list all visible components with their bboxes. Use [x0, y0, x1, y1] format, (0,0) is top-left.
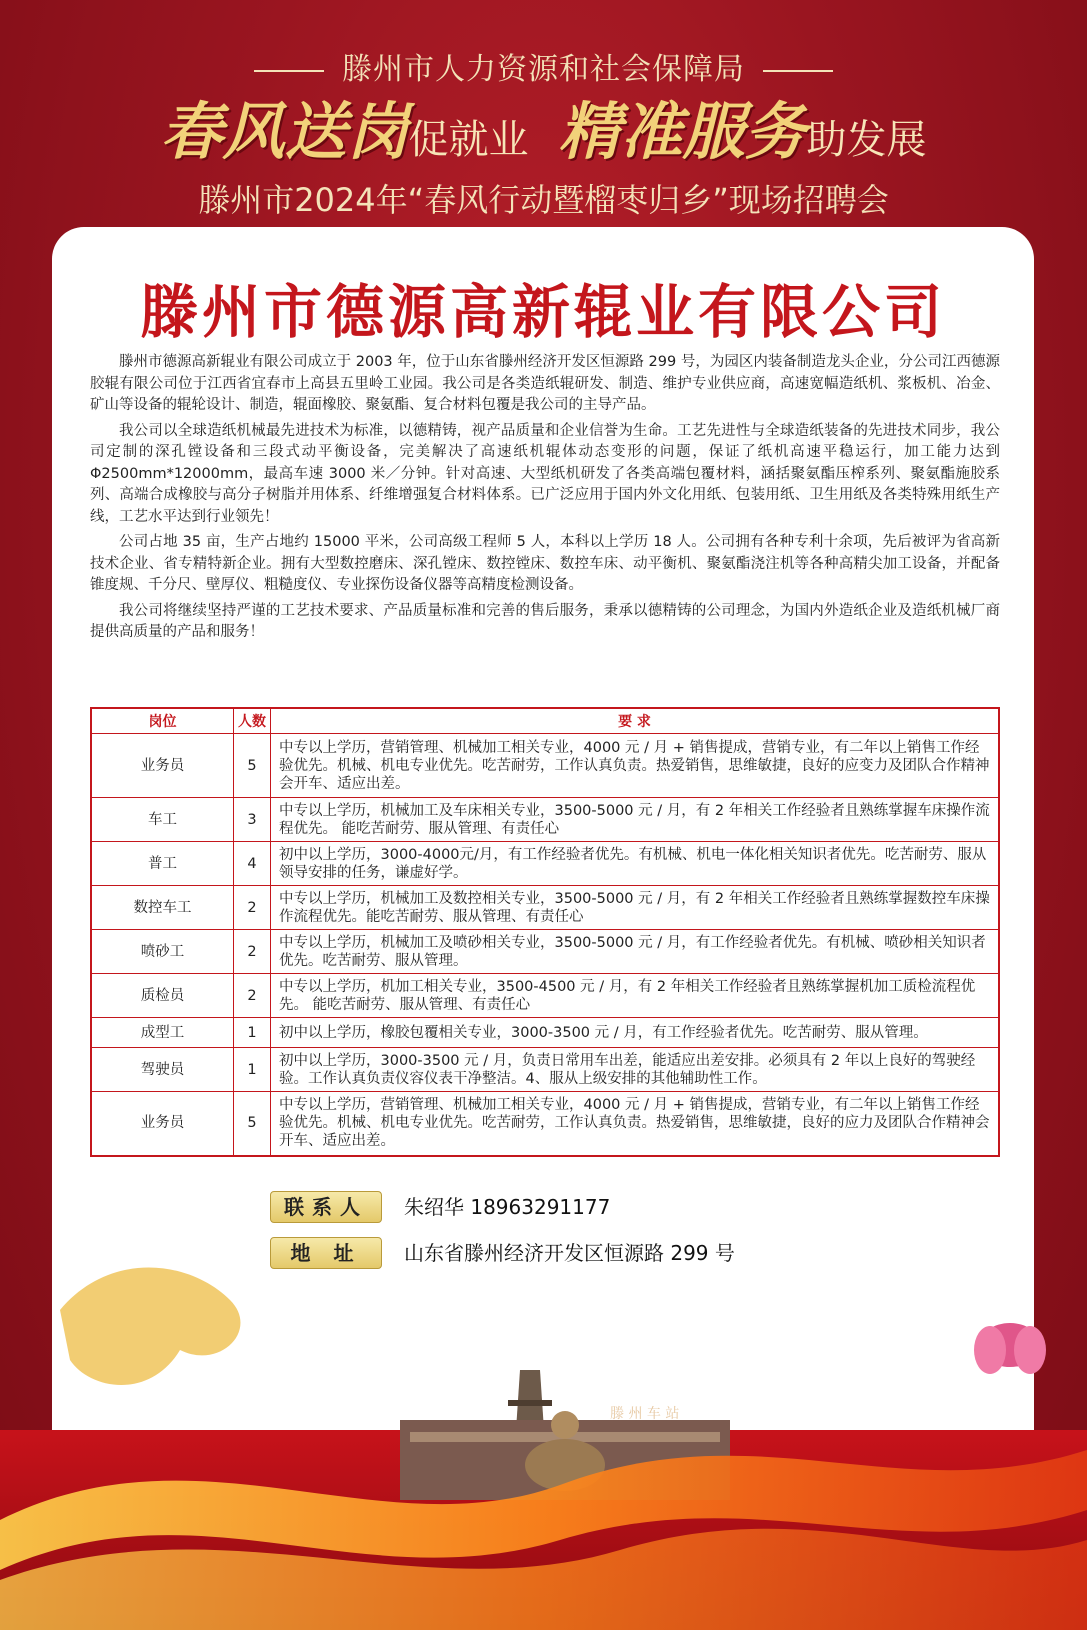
- row-position: 驾驶员: [91, 1048, 234, 1092]
- slogan-calligraphy-2: 精准服务: [558, 95, 807, 168]
- table-row: [91, 734, 999, 798]
- header-requirement: 要 求: [271, 708, 1000, 734]
- intro-paragraph: 滕州市德源高新辊业有限公司成立于 2003 年，位于山东省滕州经济开发区恒源路 299 号，为园区内装备制造龙头企业，分公司江西德源胶辊有限公司位于江西省宜春市上高县五里岭工业园。我公司是各类造纸辊研发、制造、维护专业供应商，高速宽幅造纸机、浆板机、冶金、矿山等设备的辊轮设计、制造，辊面橡胶、聚氨酯、复合材料包覆是我公司的主导产品。: [90, 354, 1000, 413]
- address-label: 地 址: [270, 1237, 382, 1269]
- row-position: 业务员: [91, 1092, 234, 1156]
- contact-value: 朱绍华 18963291177: [404, 1195, 611, 1219]
- station-sign: 滕 州 车 站: [610, 1406, 680, 1422]
- row-requirement: 中专以上学历，机械加工及车床相关专业，3500-5000 元 / 月，有 2 年相关工作经验者且熟练掌握车床操作流程优先。 能吃苦耐劳、服从管理、有责任心: [271, 798, 1000, 842]
- row-requirement: 中专以上学历，营销管理、机械加工相关专业，4000 元 / 月 + 销售提成，营销专业，有二年以上销售工作经验优先。机械、机电专业优先。吃苦耐劳，工作认真负责。热爱销售，思维敏捷，良好的应力及团队合作精神会开车、适应出差。: [271, 1092, 1000, 1156]
- row-count: 1: [234, 1048, 271, 1092]
- divider-right: [763, 70, 833, 72]
- row-position: 喷砂工: [91, 930, 234, 974]
- table-row: [91, 886, 999, 930]
- intro-paragraph: 公司占地 35 亩，生产占地约 15000 平米，公司高级工程师 5 人，本科以上学历 18 人。公司拥有各种专利十余项，先后被评为省高新技术企业、省专精特新企业。拥有大型数控磨床、深孔镗床、数控镗床、数控车床、动平衡机、聚氨酯浇注机等各种高精尖加工设备，并配备锥度规、千分尺、壁厚仪、粗糙度仪、专业探伤设备仪器等高精度检测设备。: [90, 534, 1000, 593]
- table-row: [91, 842, 999, 886]
- row-requirement: 初中以上学历，橡胶包覆相关专业，3000-3500 元 / 月，有工作经验者优先。吃苦耐劳、服从管理。: [271, 1018, 1000, 1048]
- row-count: 4: [234, 842, 271, 886]
- table-row: [91, 974, 999, 1018]
- table-row: [91, 798, 999, 842]
- slogan: [0, 82, 1087, 171]
- dragon-icon: [60, 1268, 240, 1386]
- row-count: 2: [234, 886, 271, 930]
- row-count: 2: [234, 930, 271, 974]
- slogan-text-2: 助发展: [806, 117, 927, 163]
- contact-address: [270, 1237, 735, 1269]
- row-count: 1: [234, 1018, 271, 1048]
- company-name: 滕州市德源高新辊业有限公司: [139, 278, 946, 346]
- divider-left: [254, 70, 324, 72]
- decorative-footer-art: [0, 1250, 1087, 1630]
- row-requirement: 中专以上学历，营销管理、机械加工相关专业，4000 元 / 月 + 销售提成，营销专业，有二年以上销售工作经验优先。机械、机电专业优先。吃苦耐劳，工作认真负责。热爱销售，思维敏捷，良好的应变力及团队合作精神会开车、适应出差。: [271, 734, 1000, 798]
- intro-paragraph: 我公司以全球造纸机械最先进技术为标准，以德精铸，视产品质量和企业信誉为生命。工艺先进性与全球造纸装备的先进技术同步，我公司定制的深孔镗设备和三段式动平衡设备，完美解决了高速纸机辊体动态变形的问题，保证了纸机高速平稳运行，加工能力达到 Φ2500mm*12000mm，最高车速 3000 米／分钟。针对高速、大型纸机研发了各类高端包覆材料，涵括聚氨酯压榨系列、聚氨酯施胶系列、高端合成橡胶与高分子树脂并用体系、纤维增强复合材料体系。已广泛应用于国内外文化用纸、包装用纸、卫生用纸及各类特殊用纸生产线，工艺水平达到行业领先！: [90, 422, 1000, 525]
- row-count: 2: [234, 974, 271, 1018]
- jobs-table: [90, 707, 1000, 1157]
- row-requirement: 中专以上学历，机加工相关专业，3500-4500 元 / 月，有 2 年相关工作经验者且熟练掌握机加工质检流程优先。 能吃苦耐劳、服从管理、有责任心: [271, 974, 1000, 1018]
- header-count: 人数: [234, 708, 271, 734]
- row-position: 成型工: [91, 1018, 234, 1048]
- contact-label: 联系人: [270, 1191, 382, 1223]
- contact-person: [270, 1191, 610, 1223]
- row-position: 质检员: [91, 974, 234, 1018]
- table-row: [91, 1048, 999, 1092]
- row-requirement: 初中以上学历，3000-3500 元 / 月，负责日常用车出差，能适应出差安排。必须具有 2 年以上良好的驾驶经验。工作认真负责仪容仪表干净整洁。4、服从上级安排的其他辅助性工作。: [271, 1048, 1000, 1092]
- row-position: 业务员: [91, 734, 234, 798]
- table-row: [91, 1092, 999, 1156]
- row-requirement: 中专以上学历，机械加工及数控相关专业，3500-5000 元 / 月，有 2 年相关工作经验者且熟练掌握数控车床操作流程优先。能吃苦耐劳、服从管理、有责任心: [271, 886, 1000, 930]
- slogan-text-1: 促就业: [408, 117, 529, 163]
- row-position: 普工: [91, 842, 234, 886]
- table-row: [91, 1018, 999, 1048]
- table-header-row: [91, 708, 999, 734]
- row-position: 车工: [91, 798, 234, 842]
- intro-paragraph: 我公司将继续坚持严谨的工艺技术要求、产品质量标准和完善的售后服务，秉承以德精铸的公司理念，为国内外造纸企业及造纸机械厂商提供高质量的产品和服务！: [90, 602, 1000, 640]
- header: [0, 0, 1087, 225]
- row-count: 5: [234, 1092, 271, 1156]
- row-requirement: 中专以上学历，机械加工及喷砂相关专业，3500-5000 元 / 月，有工作经验者优先。有机械、喷砂相关知识者优先。吃苦耐劳、服从管理。: [271, 930, 1000, 974]
- address-value: 山东省滕州经济开发区恒源路 299 号: [404, 1241, 735, 1265]
- lotus-icon: [974, 1323, 1046, 1374]
- row-position: 数控车工: [91, 886, 234, 930]
- row-count: 5: [234, 734, 271, 798]
- row-count: 3: [234, 798, 271, 842]
- event-title: 滕州市2024年“春风行动暨榴枣归乡”现场招聘会: [198, 181, 889, 219]
- row-requirement: 初中以上学历，3000-4000元/月，有工作经验者优先。有机械、机电一体化相关知识者优先。吃苦耐劳、服从领导安排的任务，谦虚好学。: [271, 842, 1000, 886]
- slogan-calligraphy-1: 春风送岗: [160, 95, 409, 168]
- header-position: 岗位: [91, 708, 234, 734]
- company-intro: [90, 352, 1000, 648]
- table-row: [91, 930, 999, 974]
- bureau-name: 滕州市人力资源和社会保障局: [342, 52, 745, 87]
